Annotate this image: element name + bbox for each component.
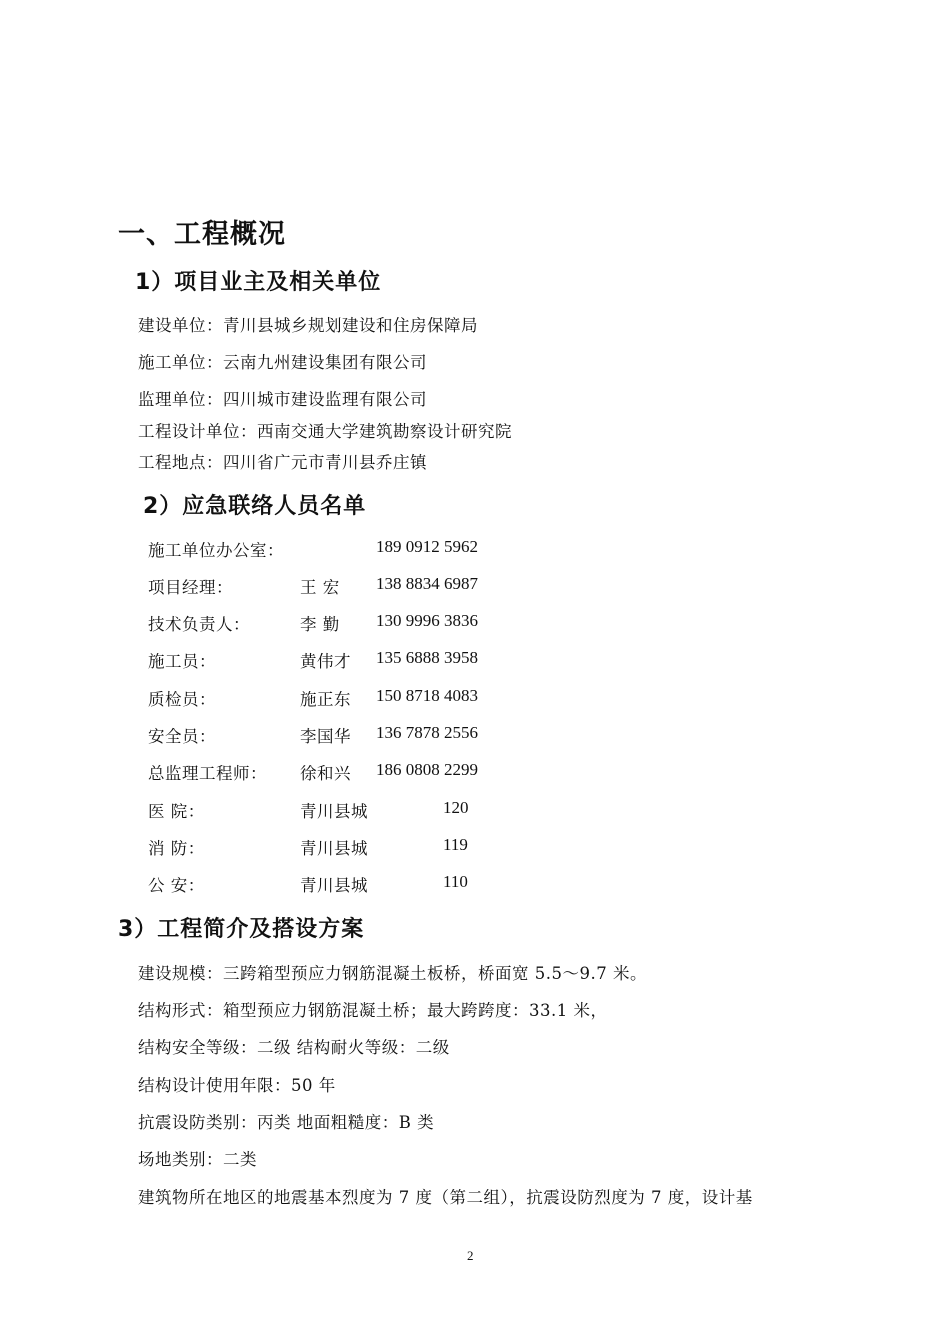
contact-phone: 186 0808 2299 bbox=[376, 760, 478, 779]
subsection-title-1: 1）项目业主及相关单位 bbox=[135, 270, 382, 295]
contact-role: 施工单位办公室： bbox=[148, 541, 284, 560]
scale-line: 建设规模：三跨箱型预应力钢筋混凝土板桥，桥面宽 5.5～9.7 米。 bbox=[138, 964, 647, 983]
contact-role: 总监理工程师： bbox=[148, 764, 267, 783]
subsection-title-2: 2）应急联络人员名单 bbox=[143, 494, 367, 519]
contact-name: 青川县城 bbox=[300, 839, 368, 858]
contact-name: 李 勤 bbox=[300, 615, 340, 634]
contact-name: 黄伟才 bbox=[300, 652, 351, 671]
grade-line: 结构安全等级：二级 结构耐火等级：二级 bbox=[138, 1038, 450, 1057]
contact-role: 消 防： bbox=[148, 839, 205, 858]
contractor-line: 施工单位：云南九州建设集团有限公司 bbox=[138, 353, 427, 372]
contact-phone: 119 bbox=[443, 835, 468, 854]
contact-role: 施工员： bbox=[148, 652, 216, 671]
section-title: 一、工程概况 bbox=[118, 219, 286, 250]
contact-phone: 120 bbox=[443, 798, 469, 817]
contact-name: 李国华 bbox=[300, 727, 351, 746]
structure-line: 结构形式：箱型预应力钢筋混凝土桥；最大跨跨度：33.1 米， bbox=[138, 1001, 608, 1020]
site-line: 场地类别：二类 bbox=[138, 1150, 257, 1169]
contact-phone: 110 bbox=[443, 872, 468, 891]
contact-role: 技术负责人： bbox=[148, 615, 250, 634]
location-line: 工程地点：四川省广元市青川县乔庄镇 bbox=[138, 453, 427, 472]
contact-phone: 136 7878 2556 bbox=[376, 723, 478, 742]
contact-name: 王 宏 bbox=[300, 578, 340, 597]
contact-role: 项目经理： bbox=[148, 578, 233, 597]
supervisor-line: 监理单位：四川城市建设监理有限公司 bbox=[138, 390, 427, 409]
designer-line: 工程设计单位：西南交通大学建筑勘察设计研究院 bbox=[138, 422, 512, 441]
owner-line: 建设单位：青川县城乡规划建设和住房保障局 bbox=[138, 316, 478, 335]
contact-phone: 135 6888 3958 bbox=[376, 648, 478, 667]
life-line: 结构设计使用年限：50 年 bbox=[138, 1076, 336, 1095]
contact-name: 青川县城 bbox=[300, 802, 368, 821]
contact-name: 徐和兴 bbox=[300, 764, 351, 783]
intensity-line: 建筑物所在地区的地震基本烈度为 7 度（第二组），抗震设防烈度为 7 度，设计基 bbox=[138, 1188, 753, 1207]
subsection-title-3: 3）工程简介及搭设方案 bbox=[118, 917, 365, 942]
contact-phone: 150 8718 4083 bbox=[376, 686, 478, 705]
contact-role: 安全员： bbox=[148, 727, 216, 746]
seismic-line: 抗震设防类别：丙类 地面粗糙度：B 类 bbox=[138, 1113, 435, 1132]
contact-role: 医 院： bbox=[148, 802, 205, 821]
contact-role: 质检员： bbox=[148, 690, 216, 709]
contact-phone: 130 9996 3836 bbox=[376, 611, 478, 630]
contact-name: 施正东 bbox=[300, 690, 351, 709]
contact-phone: 138 8834 6987 bbox=[376, 574, 478, 593]
contact-name: 青川县城 bbox=[300, 876, 368, 895]
page-number: 2 bbox=[467, 1248, 474, 1263]
contact-phone: 189 0912 5962 bbox=[376, 537, 478, 556]
contact-role: 公 安： bbox=[148, 876, 205, 895]
